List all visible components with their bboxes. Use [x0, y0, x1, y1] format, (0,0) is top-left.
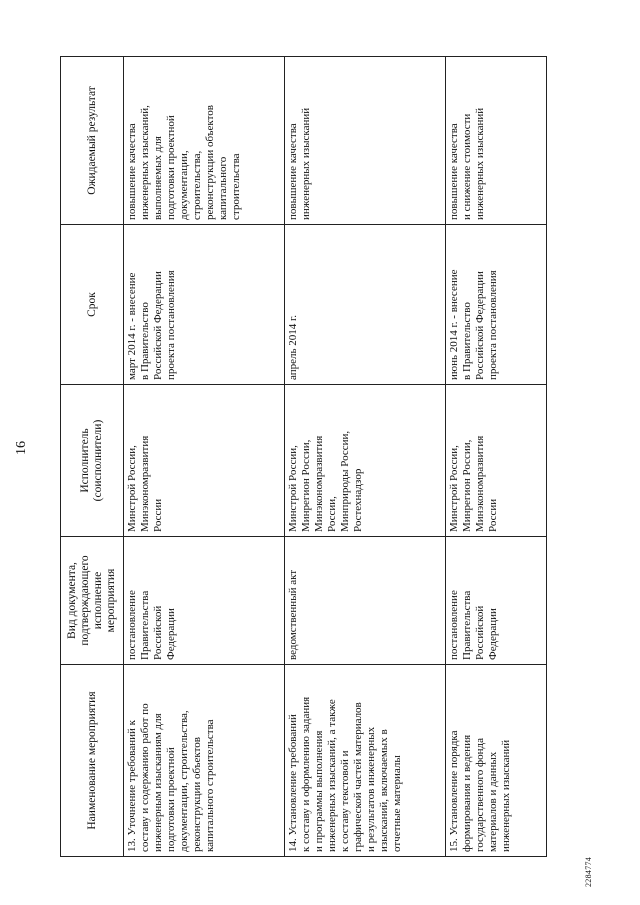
- table-row: [446, 57, 547, 857]
- page-number: 16: [14, 441, 29, 455]
- table-row: [285, 57, 446, 857]
- row-13-deadline: март 2014 г. - внесение в Правительство Российской Федерации проекта постановления: [124, 225, 285, 385]
- header-deadline: Срок: [61, 225, 124, 385]
- table-row: [124, 57, 285, 857]
- row-15-result: повышение качества и снижение стоимости инженерных изысканий: [446, 57, 547, 225]
- document-code: 2284774: [584, 856, 593, 887]
- row-14-result: повышение качества инженерных изысканий: [285, 57, 446, 225]
- row-15-deadline: июнь 2014 г. - внесение в Правительство Российской Федерации проекта постановления: [446, 225, 547, 385]
- row-15-name: 15. Установление порядка формирования и ведения государственного фонда материалов и данных инженерных изысканий: [446, 665, 547, 857]
- measures-table: [60, 56, 547, 857]
- row-13-name: 13. Уточнение требований к составу и содержанию работ по инженерным изысканиям для подготовки проектной документации, строительства, реконструкции объектов капитального строительства: [124, 665, 285, 857]
- row-15-doc-type: постановление Правительства Российской Федерации: [446, 537, 547, 665]
- header-result: Ожидаемый результат: [61, 57, 124, 225]
- row-13-result: повышение качества инженерных изысканий, выполняемых для подготовки проектной документации, строительства, реконструкции объектов капитального строительства: [124, 57, 285, 225]
- row-14-doc-type: ведомственный акт: [285, 537, 446, 665]
- row-14-name: 14. Установление требований к составу и оформлению задания и программы выполнения инженерных изысканий, а также к составу текстовой и графической частей материалов и результатов инженерных изысканий, включаемых в отчетные материалы: [285, 665, 446, 857]
- row-13-executor: Минстрой России, Минэкономразвития России: [124, 385, 285, 537]
- row-14-deadline: апрель 2014 г.: [285, 225, 446, 385]
- header-doc-type: Вид документа, подтверждающего исполнение мероприятия: [61, 537, 124, 665]
- header-name: Наименование мероприятия: [61, 665, 124, 857]
- header-executor: Исполнитель (соисполнители): [61, 385, 124, 537]
- row-15-executor: Минстрой России, Минрегион России, Минэкономразвития России: [446, 385, 547, 537]
- row-13-doc-type: постановление Правительства Российской Федерации: [124, 537, 285, 665]
- row-14-executor: Минстрой России, Минрегион России, Минэкономразвития России, Минприроды России, Ростехнадзор: [285, 385, 446, 537]
- table-header-row: [61, 57, 124, 857]
